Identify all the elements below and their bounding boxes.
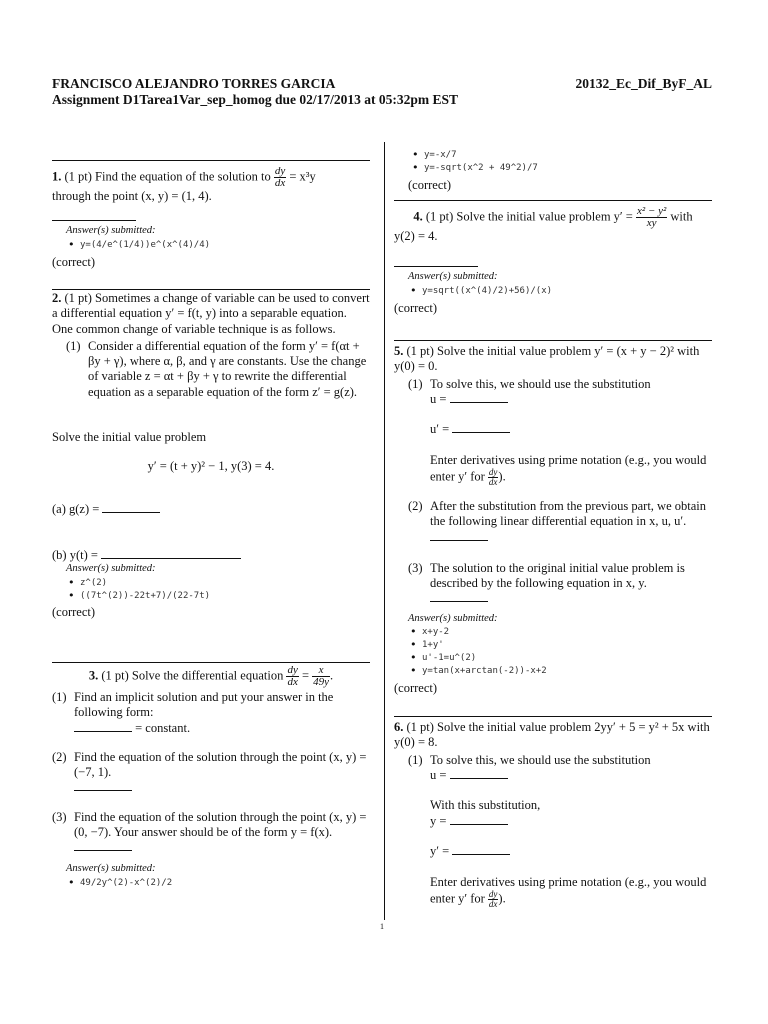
uprime-label: u′ = bbox=[430, 422, 450, 437]
item-text: Find the equation of the solution through the point (x, y) = (−7, 1). bbox=[74, 749, 367, 779]
part-a-label: (a) g(z) = bbox=[52, 502, 100, 517]
problem-text: = x³y bbox=[289, 169, 316, 184]
answers-list bbox=[52, 240, 370, 251]
x-over-49y-fraction: $\frac{x}{49y}$ bbox=[313, 664, 330, 688]
answer-blank[interactable] bbox=[74, 841, 132, 851]
problem-item: (2) Find the equation of the solution through the point (x, y) = (−7, 1). bbox=[52, 750, 370, 796]
status-correct: (correct) bbox=[52, 605, 96, 620]
dy-dx-fraction: $\frac{dy}{dx}$ bbox=[287, 664, 298, 688]
problem-3-continued bbox=[396, 148, 714, 193]
submitted-answer: • y=-sqrt(x^2 + 49^2)/7 bbox=[424, 163, 714, 174]
submitted-answer: • x+y-2 bbox=[422, 627, 712, 638]
problem-item: (1) Consider a differential equation of the form y′ = f(αt + βy + γ), where α, β, and γ are constants. Use the change of variable z = αt + βy + γ to rewrite the differential equation as a separable equation of the form z′ = g(z). bbox=[66, 338, 367, 399]
problem-text: Solve the initial value problem bbox=[52, 429, 207, 444]
answers-submitted-label: Answer(s) submitted: bbox=[66, 562, 156, 574]
answer-blank[interactable] bbox=[74, 722, 132, 732]
dy-dx-fraction: $\frac{dy}{dx}$ bbox=[488, 888, 498, 909]
answer-blank[interactable] bbox=[430, 531, 488, 541]
problem-text: (1 pt) Solve the initial value problem y′ = (x + y − 2)² with y(0) = 0. bbox=[394, 344, 700, 374]
submitted-answer: • u'-1=u^(2) bbox=[422, 653, 712, 664]
problem-number: 6. bbox=[394, 720, 404, 734]
problem-item: (1) To solve this, we should use the substitution u = u′ = Enter derivatives using prime notation (e.g., you would enter y′ for $\frac{dy}{dx}$ ). bbox=[408, 376, 707, 487]
column-divider bbox=[384, 142, 385, 920]
status-correct: (correct) bbox=[408, 177, 452, 192]
problem-6 bbox=[394, 720, 712, 911]
submitted-answer: • y=(4/e^(1/4))e^(x^(4)/4) bbox=[80, 240, 370, 251]
course-code: 20132_Ec_Dif_ByF_AL bbox=[575, 76, 712, 91]
item-text: With this substitution, bbox=[430, 798, 541, 813]
problem-item: (1) To solve this, we should use the substitution u = With this substitution, y = y′ = Enter derivatives using prime notation (e.g., you would enter y′ for $\frac{dy}{dx}$ ). bbox=[408, 752, 707, 909]
status-correct: (correct) bbox=[52, 255, 96, 270]
answers-list bbox=[396, 150, 714, 174]
item-text: To solve this, we should use the substitution bbox=[430, 376, 651, 391]
answer-divider bbox=[52, 220, 136, 221]
item-text: Consider a differential equation of the form y′ = f(αt + βy + γ), where α, β, and γ are constants. Use the change of variable z = αt + βy + γ to rewrite the differential equation as a separable equation of the form z′ = g(z). bbox=[88, 338, 367, 399]
yprime-label: y′ = bbox=[430, 844, 450, 858]
answers-list bbox=[394, 286, 712, 297]
submitted-answer: • y=tan(x+arctan(-2))-x+2 bbox=[422, 666, 712, 677]
problem-number: 2. bbox=[52, 291, 62, 305]
submitted-answer: • z^(2) bbox=[80, 578, 370, 589]
answers-submitted-label: Answer(s) submitted: bbox=[66, 863, 156, 875]
answer-blank-y[interactable] bbox=[450, 815, 508, 825]
problem-number: 5. bbox=[394, 344, 404, 358]
problem-text: (1 pt) Solve the initial value problem 2yy′ + 5 = y² + 5x with y(0) = 8. bbox=[394, 720, 710, 750]
submitted-answer: • 49/2y^(2)-x^(2)/2 bbox=[80, 878, 370, 889]
problem-item: (3) The solution to the original initial value problem is described by the following equation in x, y. bbox=[408, 561, 712, 607]
problem-divider bbox=[52, 662, 370, 663]
submitted-answer: • y=-x/7 bbox=[424, 150, 714, 161]
problem-text: y(2) = 4. bbox=[394, 229, 438, 243]
item-text: Find an implicit solution and put your answer in the following form: bbox=[74, 690, 334, 720]
student-name: FRANCISCO ALEJANDRO TORRES GARCIA bbox=[52, 76, 336, 91]
problem-5 bbox=[394, 344, 712, 696]
item-text: Enter derivatives using prime notation (e.g., you would enter y′ for bbox=[430, 452, 707, 484]
submitted-answer: • y=sqrt((x^(4)/2)+56)/(x) bbox=[422, 286, 712, 297]
problem-divider bbox=[52, 160, 370, 161]
submitted-answer: • 1+y' bbox=[422, 640, 712, 651]
answer-blank-a[interactable] bbox=[102, 503, 160, 513]
item-text: The solution to the original initial value problem is described by the following equation in x, y. bbox=[430, 560, 685, 590]
dy-dx-fraction: $\frac{dy}{dx}$ bbox=[274, 165, 286, 189]
problem-divider bbox=[394, 200, 712, 201]
problem-divider bbox=[394, 340, 712, 341]
answer-blank-u[interactable] bbox=[450, 769, 508, 779]
problem-text: (1 pt) Find the equation of the solution to bbox=[64, 169, 271, 184]
problem-text: (1 pt) Sometimes a change of variable can be used to convert a differential equation y′ = f(t, y) into a separable equation. One common change of variable technique is as follows. bbox=[52, 291, 370, 336]
answers-submitted-label: Answer(s) submitted: bbox=[408, 271, 498, 283]
answers-list bbox=[394, 627, 712, 677]
answer-blank[interactable] bbox=[74, 781, 132, 791]
problem-text: (1 pt) Solve the differential equation bbox=[101, 668, 284, 683]
answer-blank-yprime[interactable] bbox=[452, 845, 510, 855]
item-text: After the substitution from the previous part, we obtain the following linear differential equation in x, u, u′. bbox=[430, 499, 706, 529]
answers-list bbox=[52, 878, 370, 889]
problem-number: 3. bbox=[88, 668, 99, 683]
problem-2 bbox=[52, 291, 370, 621]
equation: y′ = (t + y)² − 1, y(3) = 4. bbox=[147, 459, 275, 473]
status-correct: (correct) bbox=[394, 681, 438, 696]
answers-submitted-label: Answer(s) submitted: bbox=[408, 612, 498, 624]
problem-text: (1 pt) Solve the initial value problem y′ = bbox=[425, 209, 633, 224]
problem-item: (3) Find the equation of the solution through the point (x, y) = (0, −7). Your answer should be of the form y = f(x). bbox=[52, 810, 370, 856]
problem-number: 4. bbox=[413, 209, 423, 224]
status-correct: (correct) bbox=[394, 301, 438, 316]
answer-blank-u[interactable] bbox=[450, 393, 508, 403]
problem-1 bbox=[52, 162, 370, 270]
problem-4 bbox=[394, 206, 712, 316]
problem-text: with bbox=[670, 209, 693, 224]
answer-divider bbox=[394, 266, 478, 267]
assignment-title: Assignment D1Tarea1Var_sep_homog due 02/17/2013 at 05:32pm EST bbox=[52, 92, 459, 107]
problem-divider bbox=[394, 716, 712, 717]
answers-submitted-label: Answer(s) submitted: bbox=[66, 225, 156, 237]
part-b-label: (b) y(t) = bbox=[52, 547, 98, 562]
problem-3: 3. (1 pt) Solve the differential equation $\frac{dy}{dx}$ = $\frac{x}{49y}$ . (1) Find an implicit solution and put your answer in the following form: = constant. (2) Find the equation of the solution through the point (x, y) = (−7, 1). (3) Find the equation of the solution through the point (x, y) = (0, −7). Your answer should be of the form y = f(x). Answer(s) submitted: • 49/2y^(2)-x^(2)/2 bbox=[52, 665, 370, 893]
answer-blank-b[interactable] bbox=[101, 549, 241, 559]
problem-divider bbox=[52, 289, 370, 290]
x2-y2-over-xy-fraction: $\frac{\text{x² − y²}}{xy}$ bbox=[636, 205, 667, 229]
problem-number: 1. bbox=[52, 169, 62, 184]
item-text: Enter derivatives using prime notation (e.g., you would enter y′ for bbox=[430, 874, 707, 906]
dy-dx-fraction: $\frac{dy}{dx}$ bbox=[488, 467, 498, 487]
u-label: u = bbox=[430, 391, 447, 406]
item-text: = constant. bbox=[135, 720, 191, 735]
answer-blank-uprime[interactable] bbox=[452, 423, 510, 433]
problem-item: (2) After the substitution from the previous part, we obtain the following linear differential equation in x, u, u′. bbox=[408, 499, 712, 545]
item-text: Find the equation of the solution through the point (x, y) = (0, −7). Your answer should be of the form y = f(x). bbox=[74, 809, 367, 839]
submitted-answer: • ((7t^(2))-22t+7)/(22-7t) bbox=[80, 591, 370, 602]
u-label: u = bbox=[430, 767, 447, 782]
item-text: To solve this, we should use the substitution bbox=[430, 752, 651, 767]
problem-text: through the point (x, y) = (1, 4). bbox=[52, 189, 212, 203]
answers-list bbox=[52, 578, 370, 602]
page-number: 1 bbox=[380, 922, 384, 931]
problem-item: (1) Find an implicit solution and put your answer in the following form: = constant. bbox=[52, 690, 334, 735]
answer-blank[interactable] bbox=[430, 592, 488, 602]
y-label: y = bbox=[430, 813, 447, 828]
